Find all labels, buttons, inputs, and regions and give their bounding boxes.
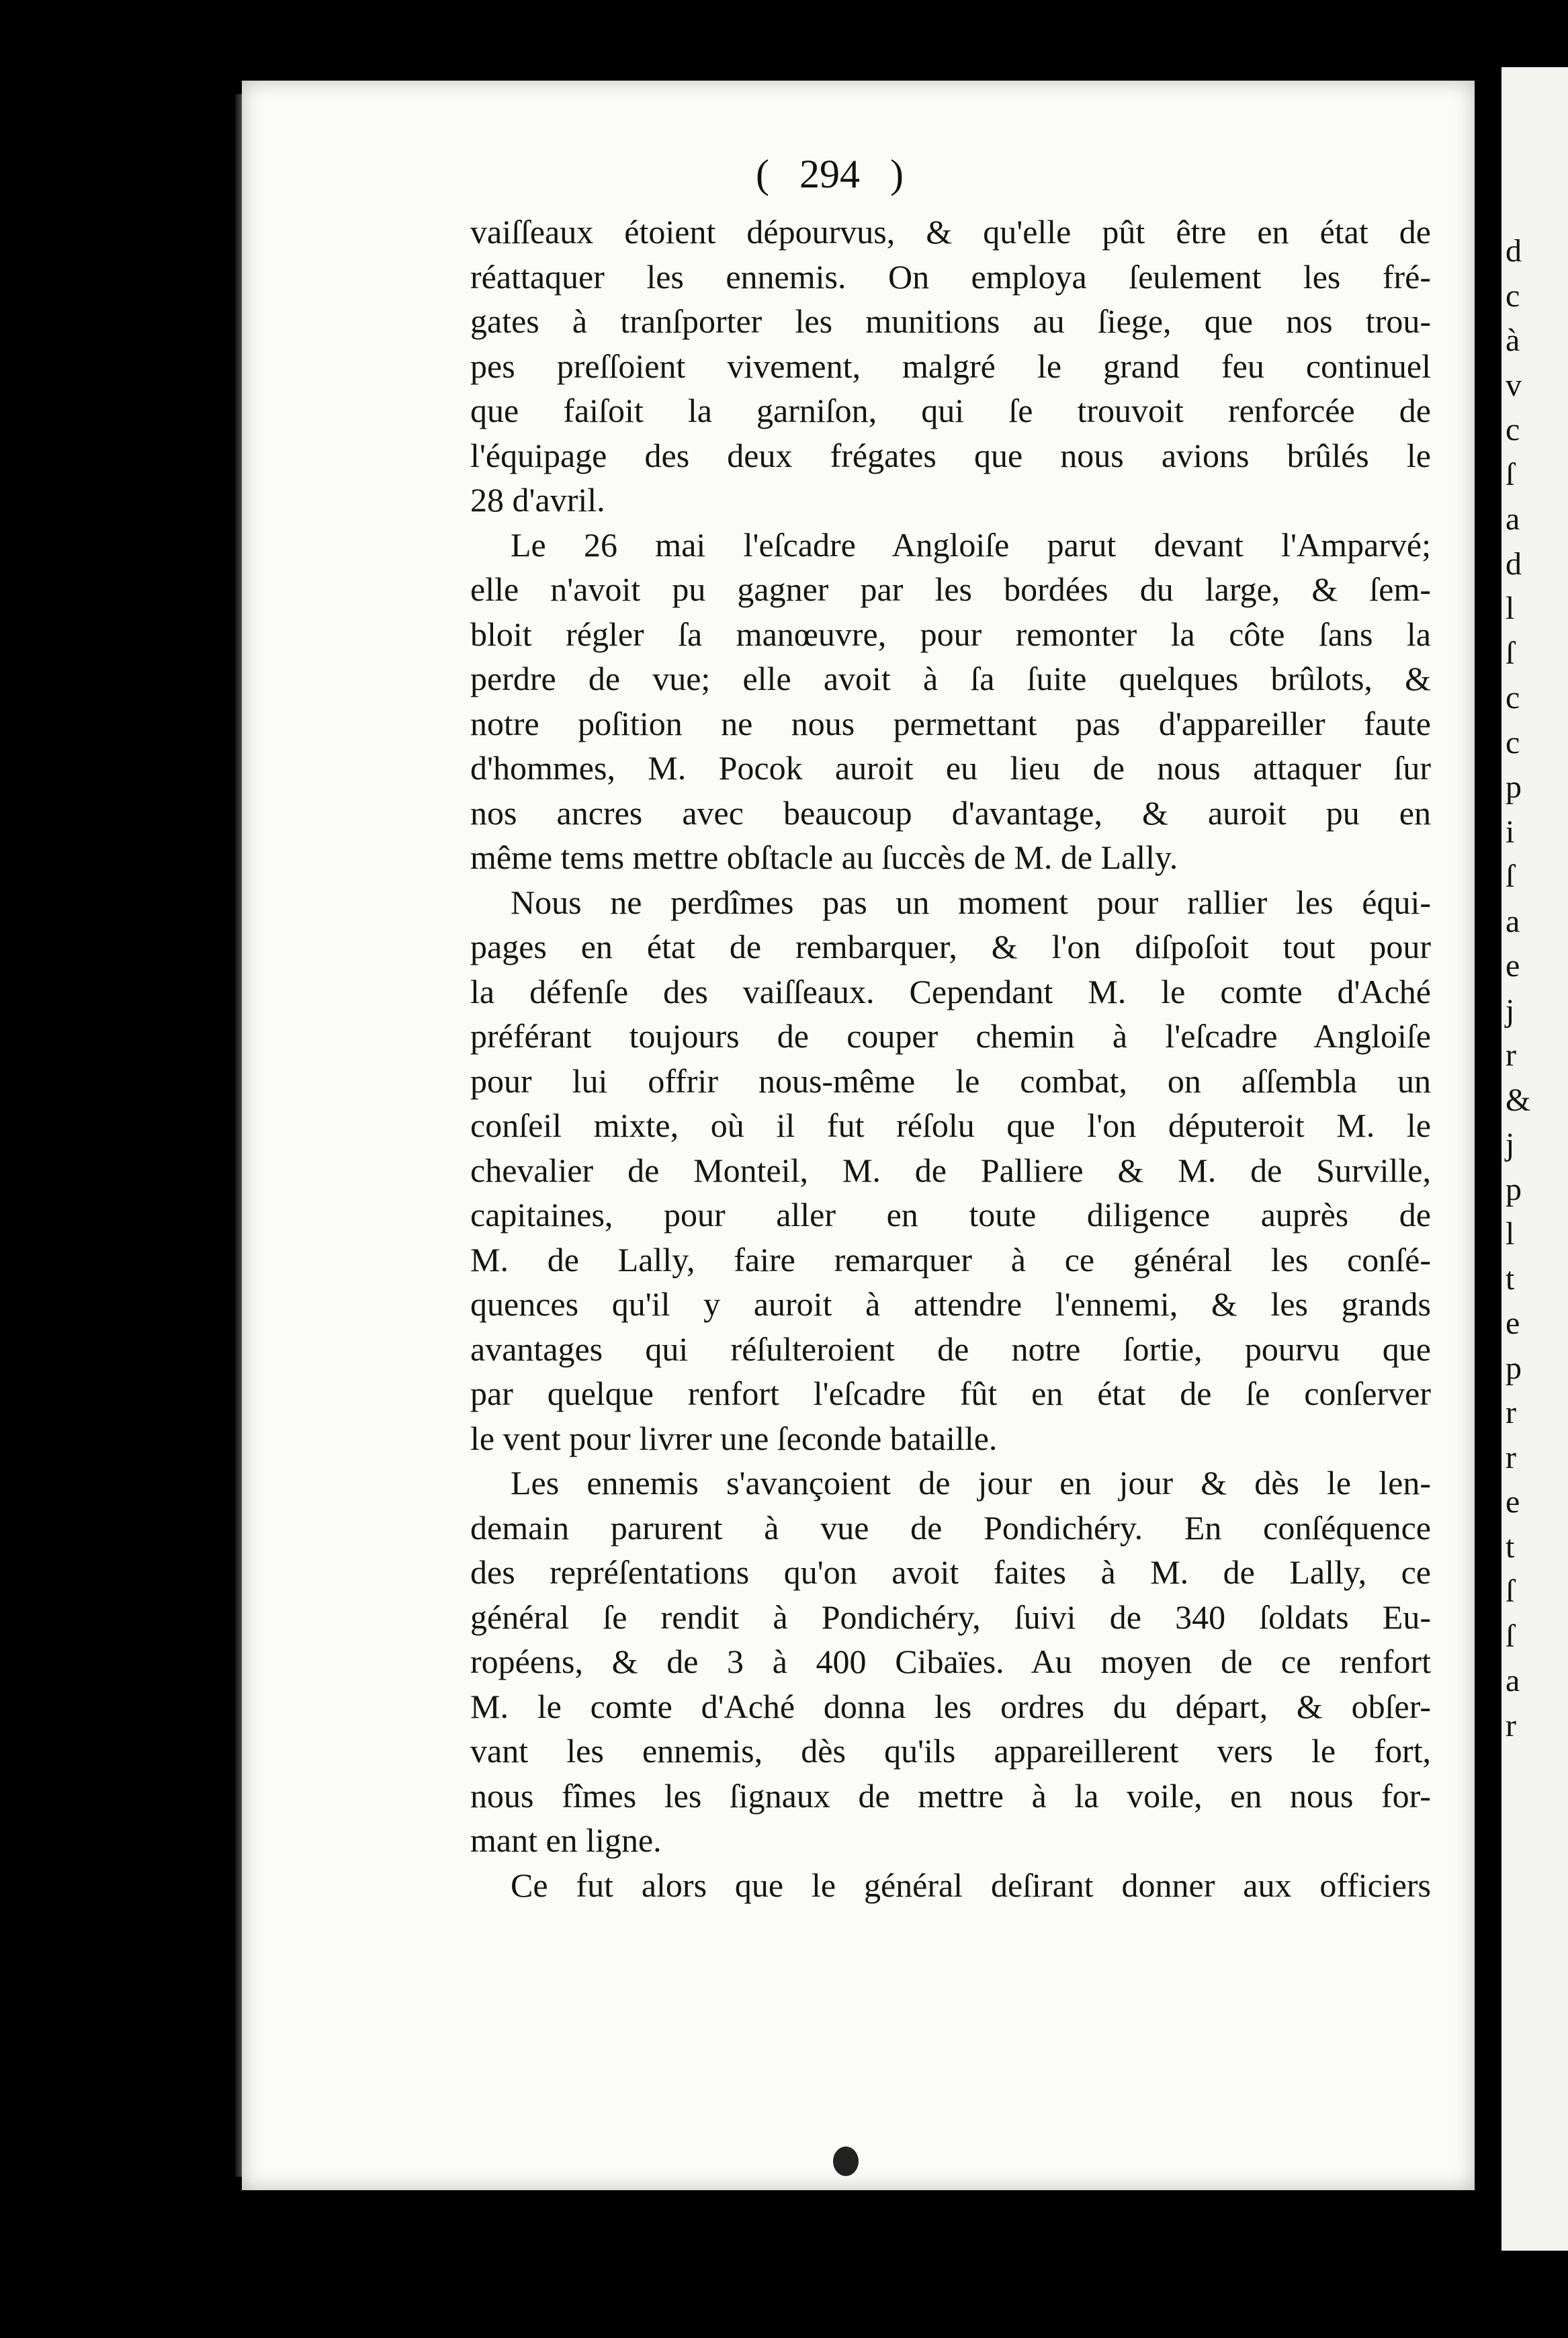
text-line: 28 d'avril. <box>470 481 605 519</box>
text-line: par quelque renfort l'eſcadre fût en état de ſe conſerver <box>470 1375 1431 1412</box>
text-line: M. de Lally, faire remarquer à ce général les conſé- <box>470 1240 1431 1279</box>
text-line: nos ancres avec beaucoup d'avantage, & auroit pu en <box>470 793 1431 832</box>
text-line: que faiſoit la garniſon, qui ſe trouvoit renforcée de <box>470 392 1431 429</box>
text-line: pages en état de rembarquer, & l'on diſpoſoit tout pour <box>470 928 1431 965</box>
facing-page-letter: ſ <box>1506 635 1515 671</box>
facing-page-letter: j <box>1506 992 1515 1029</box>
facing-page-letter: e <box>1506 948 1520 984</box>
text-line: vant les ennemis, dès qu'ils appareillerent vers le fort, <box>470 1732 1431 1770</box>
facing-page-letter: r <box>1506 1439 1516 1475</box>
text-line: gates à tranſporter les munitions au ſiege, que nos trou- <box>470 302 1431 340</box>
text-line: vaiſſeaux étoient dépourvus, & qu'elle pût être en état de <box>470 213 1431 251</box>
facing-page-letter: r <box>1506 1395 1516 1430</box>
text-line: notre poſition ne nous permettant pas d'appareiller faute <box>470 704 1431 742</box>
facing-page-letter: ſ <box>1506 859 1515 894</box>
text-line: Ce fut alors que le général deſirant donner aux officiers <box>511 1866 1431 1904</box>
text-line: réattaquer les ennemis. On employa ſeulement les fré- <box>470 257 1431 296</box>
text-line: M. le comte d'Aché donna les ordres du départ, & obſer- <box>470 1687 1431 1725</box>
facing-page-letter: l <box>1506 591 1515 626</box>
facing-page-letter: à <box>1506 322 1520 358</box>
text-line: pes preſſoient vivement, malgré le grand feu continuel <box>470 347 1431 385</box>
facing-page-letter: d <box>1506 546 1522 582</box>
facing-page-letter: a <box>1506 903 1520 939</box>
text-line: la défenſe des vaiſſeaux. Cependant M. le comte d'Aché <box>470 972 1431 1010</box>
text-line: perdre de vue; elle avoit à ſa ſuite quelques brûlots, & <box>470 660 1431 697</box>
text-line: elle n'avoit pu gagner par les bordées du large, & ſem- <box>470 570 1431 608</box>
ink-blot <box>833 2147 859 2176</box>
facing-page-letter: c <box>1506 680 1520 716</box>
text-line: l'équipage des deux frégates que nous avions brûlés le <box>470 436 1431 474</box>
text-line: mant en ligne. <box>470 1821 662 1859</box>
text-line: le vent pour livrer une ſeconde bataille. <box>470 1419 998 1457</box>
text-line: quences qu'il y auroit à attendre l'ennemi, & les grands <box>470 1285 1431 1323</box>
facing-page-letter: v <box>1506 367 1522 403</box>
facing-page-letter: ſ <box>1506 1618 1515 1654</box>
facing-page-letter: & <box>1506 1082 1531 1118</box>
text-line: conſeil mixte, où il fut réſolu que l'on députeroit M. le <box>470 1107 1431 1144</box>
text-line: Nous ne perdîmes pas un moment pour rallier les équi- <box>511 883 1431 921</box>
facing-page-letter: r <box>1506 1037 1516 1073</box>
facing-page-letter: p <box>1506 769 1522 805</box>
facing-page-letter: d <box>1506 233 1522 269</box>
text-line: même tems mettre obſtacle au ſuccès de M. de Lally. <box>470 838 1178 876</box>
facing-page-edge <box>1501 67 1568 2251</box>
facing-page-letter: t <box>1506 1260 1515 1297</box>
facing-page-letter: t <box>1506 1528 1515 1565</box>
text-line: d'hommes, M. Pocok auroit eu lieu de nous attaquer ſur <box>470 749 1431 787</box>
text-line: demain parurent à vue de Pondichéry. En conſéquence <box>470 1508 1431 1547</box>
text-line: nous fîmes les ſignaux de mettre à la voile, en nous for- <box>470 1776 1431 1815</box>
text-line: pour lui offrir nous-même le combat, on aſſembla un <box>470 1062 1431 1100</box>
facing-page-letter: l <box>1506 1216 1515 1252</box>
text-line: bloit régler ſa manœuvre, pour remonter la côte ſans la <box>470 615 1431 653</box>
body-text <box>470 210 1431 1907</box>
facing-page-letter: a <box>1506 1663 1520 1698</box>
facing-page-letter: c <box>1506 412 1520 447</box>
text-line: préférant toujours de couper chemin à l'eſcadre Angloiſe <box>470 1017 1431 1055</box>
facing-page-letter: p <box>1506 1171 1522 1207</box>
text-line: chevalier de Monteil, M. de Palliere & M. de Surville, <box>470 1151 1431 1189</box>
facing-page-letter: i <box>1506 814 1515 850</box>
facing-page-letter: r <box>1506 1707 1516 1743</box>
facing-page-letter: c <box>1506 277 1520 314</box>
facing-page-letter: a <box>1506 501 1520 537</box>
text-line: général ſe rendit à Pondichéry, ſuivi de 340 ſoldats Eu- <box>470 1598 1431 1636</box>
facing-page-letter: p <box>1506 1350 1522 1386</box>
text-line: Le 26 mai l'eſcadre Angloiſe parut devant l'Amparvé; <box>511 525 1431 564</box>
text-line: des repréſentations qu'on avoit faites à M. de Lally, ce <box>470 1553 1431 1591</box>
facing-page-letter: ſ <box>1506 456 1515 492</box>
facing-page-letter: e <box>1506 1484 1520 1520</box>
text-line: ropéens, & de 3 à 400 Cibaïes. Au moyen de ce renfort <box>470 1643 1431 1680</box>
facing-page-letter: e <box>1506 1305 1520 1341</box>
text-line: Les ennemis s'avançoient de jour en jour & dès le len- <box>511 1464 1431 1502</box>
facing-page-letter: ſ <box>1506 1573 1515 1609</box>
text-line: avantages qui réſulteroient de notre ſortie, pourvu que <box>470 1330 1431 1368</box>
text-line: capitaines, pour aller en toute diligence auprès de <box>470 1196 1431 1233</box>
page-number-heading: ( 294 ) <box>756 152 904 196</box>
facing-page-letter: j <box>1506 1127 1515 1162</box>
facing-page-letter: c <box>1506 724 1520 761</box>
